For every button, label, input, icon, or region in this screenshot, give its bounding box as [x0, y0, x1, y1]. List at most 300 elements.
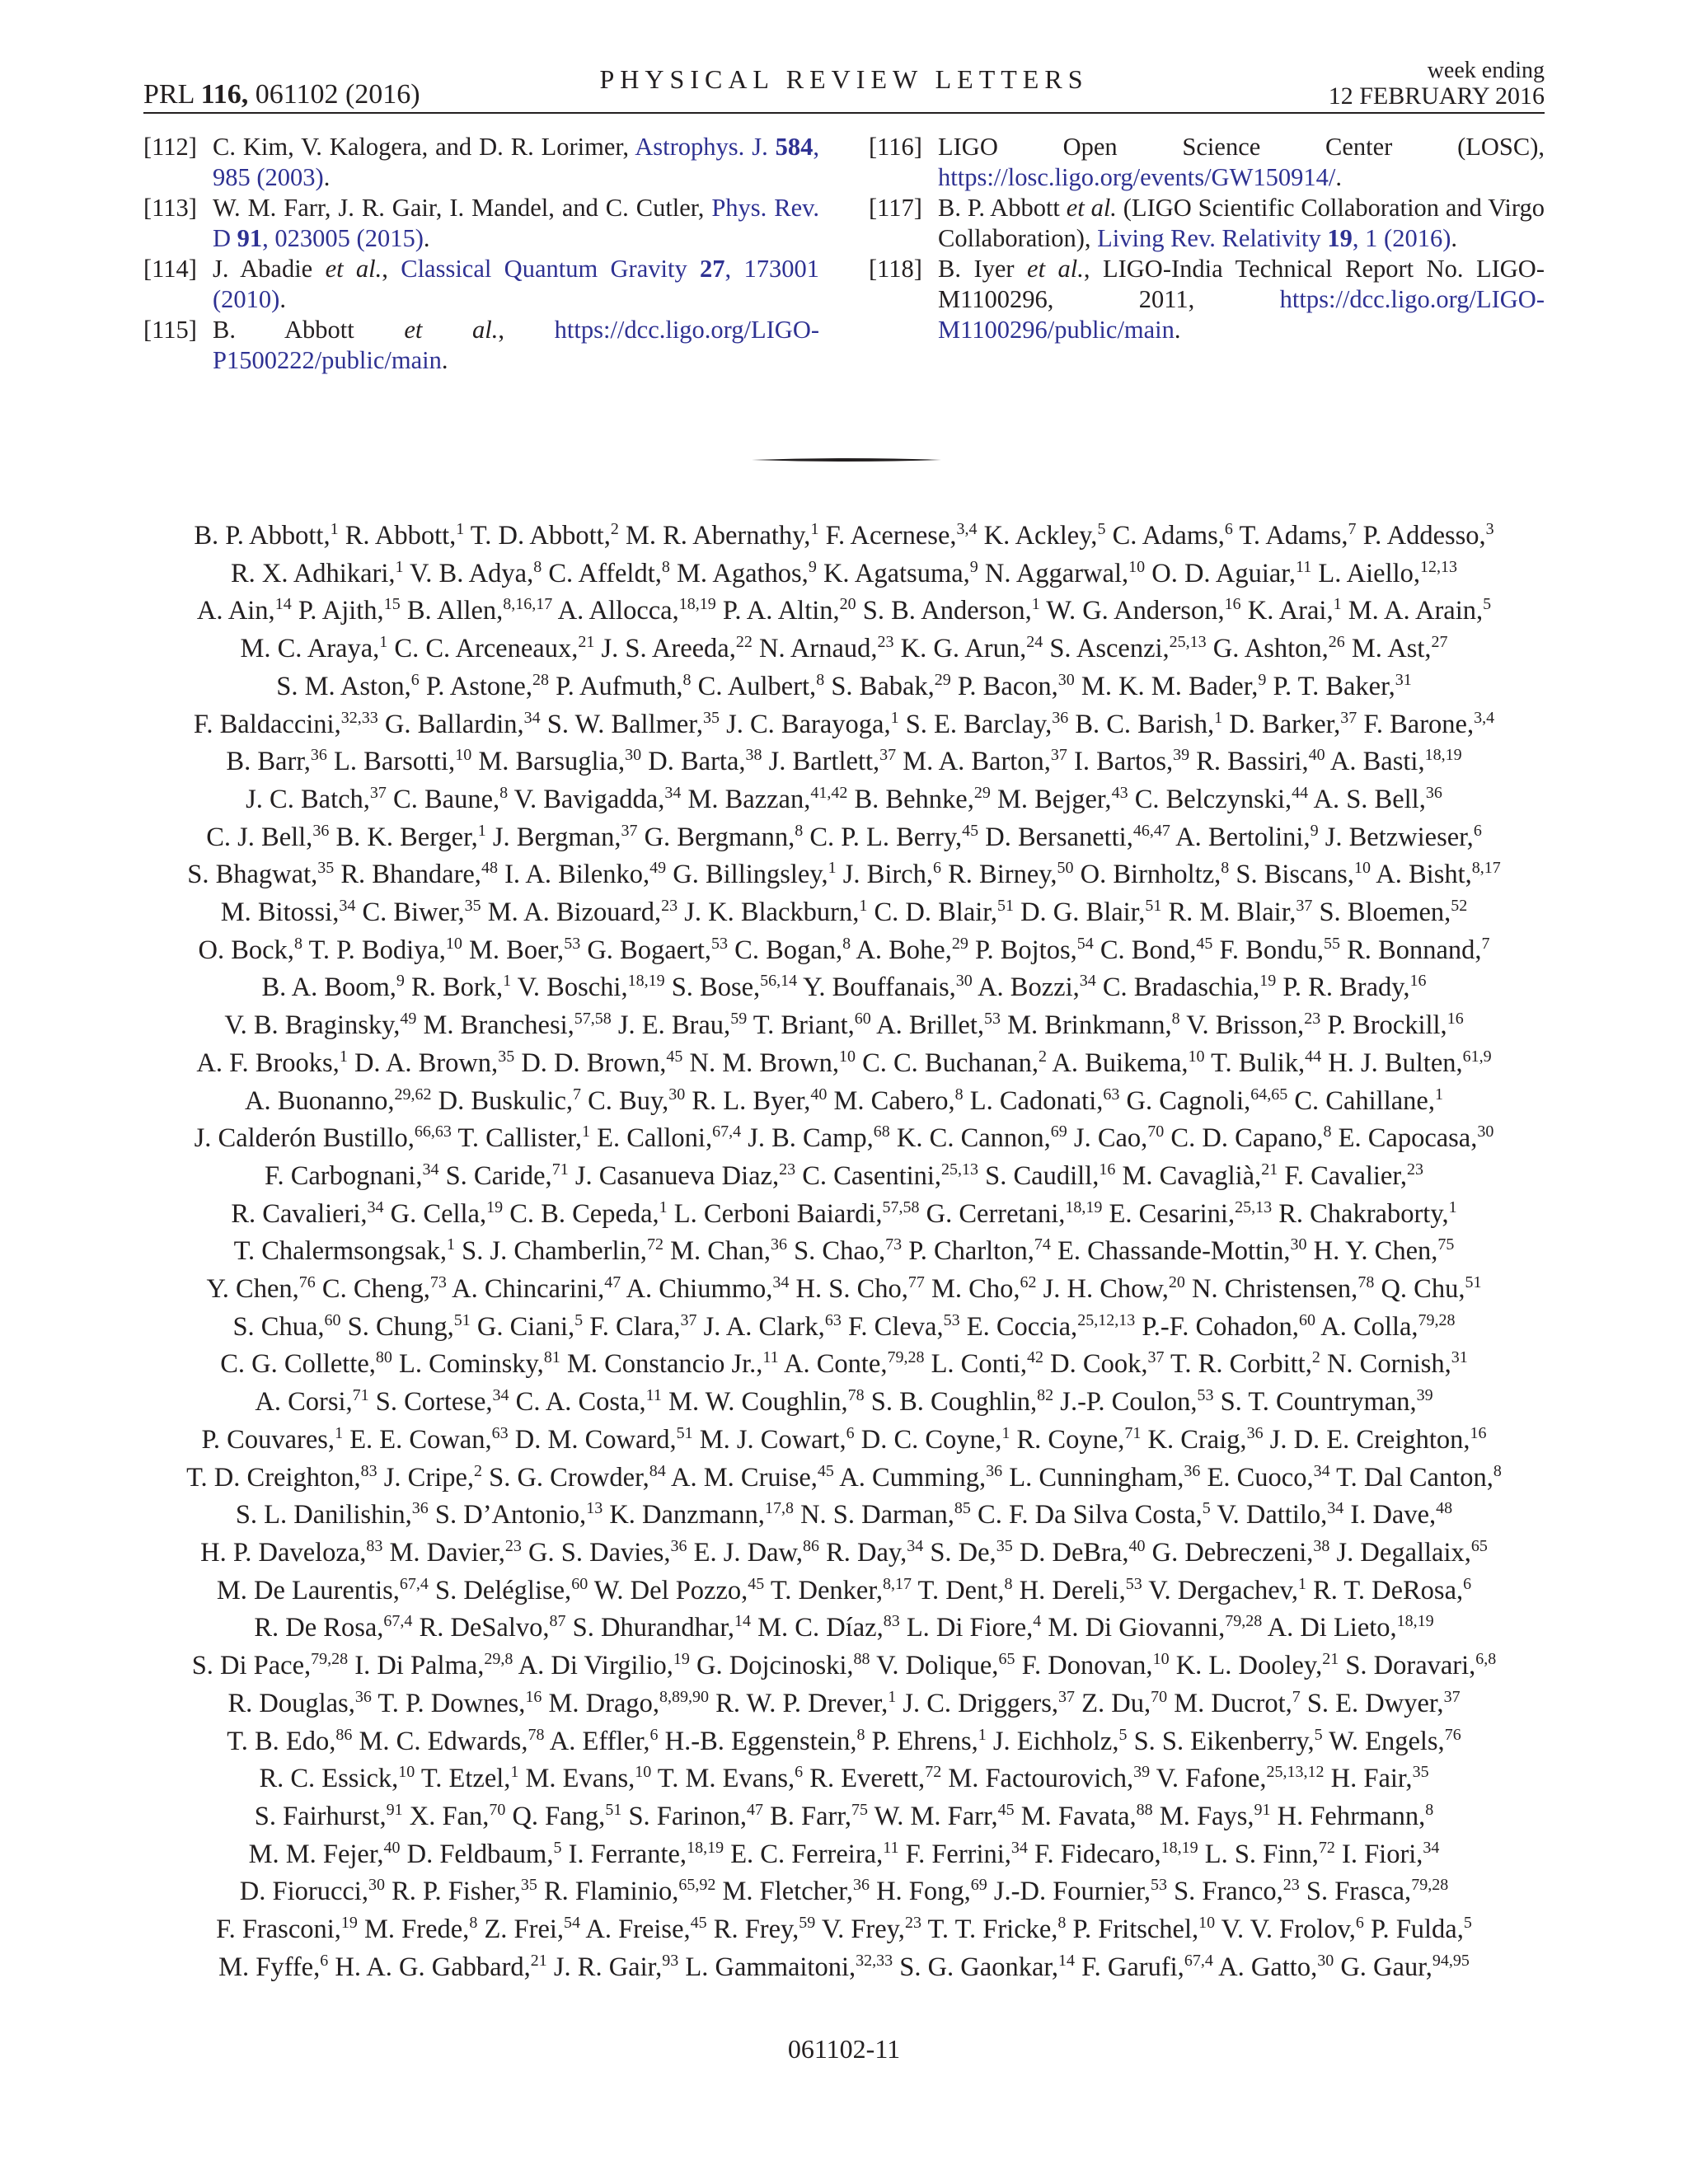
affiliation-index: 22: [735, 633, 753, 652]
affiliation-index: 1: [1333, 595, 1342, 614]
affiliation-index: 37: [1058, 1687, 1075, 1706]
affiliation-index: 38: [745, 746, 762, 765]
affiliation-index: 37: [1050, 746, 1067, 765]
affiliation-index: 50: [1057, 859, 1074, 878]
affiliation-index: 35: [996, 1536, 1013, 1555]
header-rule: [143, 112, 1545, 114]
affiliation-index: 79,28: [1418, 1310, 1456, 1329]
affiliation-index: 40: [383, 1838, 401, 1857]
affiliation-index: 6: [410, 670, 420, 689]
affiliation-index: 42: [1027, 1348, 1044, 1367]
affiliation-index: 63: [491, 1423, 509, 1442]
affiliation-index: 1: [395, 557, 404, 576]
affiliation-index: 45: [1196, 934, 1213, 953]
author-line: A. F. Brooks,$^1$ D. A. Brown,$^{35}$ D. D. Brown,$^{45}$ N. M. Brown,$^{10}$ C. C. Buchanan,$^2$ A. Buikema,$^{10}$ T. Bulik,$^{44}$ H. J. Bulten,$^{61,9}$: [196, 1047, 1492, 1078]
affiliation-index: 23: [779, 1160, 796, 1179]
affiliation-index: 19: [340, 1914, 358, 1933]
author-line: F. Carbognani,$^{34}$ S. Caride,$^{71}$ J. Casanueva Diaz,$^{23}$ C. Casentini,$^{25,13}$ S. Caudill,$^{16}$ M. Cavaglià,$^{21}$ F. Cavalier,$^{23}$: [264, 1160, 1424, 1191]
affiliation-index: 30: [955, 972, 973, 991]
affiliation-index: 5: [1483, 595, 1492, 614]
author-line: M. C. Araya,$^1$ C. C. Arceneaux,$^{21}$ J. S. Areeda,$^{22}$ N. Arnaud,$^{23}$ K. G. Arun,$^{24}$ S. Ascenzi,$^{25,13}$ G. Ashton,$^{26}$ M. Ast,$^{27}$: [240, 633, 1448, 664]
affiliation-index: 36: [354, 1687, 372, 1706]
affiliation-index: 35: [498, 1047, 515, 1066]
affiliation-index: 45: [997, 1800, 1015, 1819]
affiliation-index: 8: [1221, 859, 1230, 878]
affiliation-index: 20: [1168, 1273, 1185, 1292]
affiliation-index: 6: [846, 1423, 855, 1442]
affiliation-index: 9: [1310, 821, 1319, 840]
affiliation-index: 1: [1297, 1574, 1306, 1593]
affiliation-index: 21: [1322, 1650, 1339, 1669]
affiliation-index: 86: [335, 1725, 353, 1744]
affiliation-index: 1: [510, 1763, 519, 1782]
reference-link[interactable]: https://losc.ligo.org/events/GW150914/: [938, 163, 1336, 191]
affiliation-index: 28: [532, 670, 549, 689]
affiliation-index: 83: [366, 1536, 383, 1555]
et-al: et al.: [325, 255, 382, 283]
affiliation-index: 14: [274, 595, 292, 614]
affiliation-index: 10: [635, 1763, 652, 1782]
affiliation-index: 36: [1425, 783, 1442, 802]
reference-link[interactable]: Astrophys. J. 584, 985 (2003): [213, 133, 820, 191]
author-line: O. Bock,$^8$ T. P. Bodiya,$^{10}$ M. Boer,$^{53}$ G. Bogaert,$^{53}$ C. Bogan,$^8$ A. Bohe,$^{29}$ P. Bojtos,$^{54}$ C. Bond,$^{45}$ F. Bondu,$^{55}$ R. Bonnand,$^7$: [198, 934, 1490, 965]
affiliation-index: 47: [747, 1800, 763, 1819]
affiliation-index: 6,8: [1475, 1650, 1497, 1669]
affiliation-index: 37: [1296, 897, 1313, 916]
affiliation-index: 8: [1004, 1574, 1013, 1593]
affiliation-index: 30: [668, 1085, 686, 1104]
affiliation-index: 49: [400, 1010, 417, 1029]
affiliation-index: 86: [802, 1536, 819, 1555]
affiliation-index: 79,28: [887, 1348, 925, 1367]
affiliation-index: 11: [883, 1838, 899, 1857]
affiliation-index: 8: [682, 670, 692, 689]
affiliation-index: 5: [553, 1838, 562, 1857]
affiliation-index: 54: [564, 1914, 581, 1933]
author-line: C. G. Collette,$^{80}$ L. Cominsky,$^{81}$ M. Constancio Jr.,$^{11}$ A. Conte,$^{79,28}$ L. Conti,$^{42}$ D. Cook,$^{37}$ T. R. Corbitt,$^2$ N. Cornish,$^{31}$: [220, 1348, 1468, 1380]
affiliation-index: 29: [934, 670, 951, 689]
affiliation-index: 65,92: [678, 1876, 716, 1895]
affiliation-index: 48: [1436, 1499, 1453, 1518]
affiliation-index: 24: [1026, 633, 1043, 652]
affiliation-index: 30: [368, 1876, 385, 1895]
affiliation-index: 79,28: [311, 1650, 349, 1669]
author-line: B. A. Boom,$^9$ R. Bork,$^1$ V. Boschi,$^{18,19}$ S. Bose,$^{56,14}$ Y. Bouffanais,$^{30}$ A. Bozzi,$^{34}$ C. Bradaschia,$^{19}$ P. R. Brady,$^{16}$: [261, 972, 1427, 1003]
author-list: [143, 518, 1545, 1986]
affiliation-index: 76: [298, 1273, 316, 1292]
affiliation-index: 34: [1313, 1461, 1330, 1480]
affiliation-index: 34: [339, 897, 356, 916]
affiliation-index: 56,14: [760, 972, 798, 991]
affiliation-index: 72: [925, 1763, 942, 1782]
affiliation-index: 16: [1224, 595, 1241, 614]
affiliation-index: 34: [907, 1536, 924, 1555]
issue-date: week ending 12 FEBRUARY 2016: [1328, 58, 1545, 110]
affiliation-index: 30: [1057, 670, 1075, 689]
affiliation-index: 37: [1147, 1348, 1165, 1367]
author-line: M. De Laurentis,$^{67,4}$ S. Deléglise,$^{60}$ W. Del Pozzo,$^{45}$ T. Denker,$^{8,17}$ T. Dent,$^8$ H. Dereli,$^{53}$ V. Dergachev,$^1$ R. T. DeRosa,$^6$: [216, 1574, 1472, 1605]
affiliation-index: 6: [932, 859, 941, 878]
affiliation-index: 43: [1111, 783, 1128, 802]
affiliation-index: 1: [1031, 595, 1040, 614]
affiliation-index: 10: [838, 1047, 856, 1066]
reference-link[interactable]: Phys. Rev. D 91, 023005 (2015): [213, 194, 819, 252]
affiliation-index: 53: [1150, 1876, 1167, 1895]
author-line: S. Chua,$^{60}$ S. Chung,$^{51}$ G. Ciani,$^5$ F. Clara,$^{37}$ J. A. Clark,$^{63}$ F. Cleva,$^{53}$ E. Coccia,$^{25,12,13}$ P.-F. Cohadon,$^{60}$ A. Colla,$^{79,28}$: [232, 1310, 1456, 1342]
author-line: R. X. Adhikari,$^1$ V. B. Adya,$^8$ C. Affeldt,$^8$ M. Agathos,$^9$ K. Agatsuma,$^9$ N. Aggarwal,$^{10}$ O. D. Aguiar,$^{11}$ L. Aiello,$^{12,13}$: [230, 557, 1458, 588]
affiliation-index: 84: [649, 1461, 666, 1480]
author-line: D. Fiorucci,$^{30}$ R. P. Fisher,$^{35}$ R. Flaminio,$^{65,92}$ M. Fletcher,$^{36}$ H. Fong,$^{69}$ J.-D. Fournier,$^{53}$ S. Franco,$^{23}$ S. Frasca,$^{79,28}$: [239, 1876, 1449, 1907]
affiliation-index: 5: [1097, 520, 1106, 538]
author-line: V. B. Braginsky,$^{49}$ M. Branchesi,$^{57,58}$ J. E. Brau,$^{59}$ T. Briant,$^{60}$ A. Brillet,$^{53}$ M. Brinkmann,$^8$ V. Brisson,$^{23}$ P. Brockill,$^{16}$: [224, 1010, 1464, 1041]
affiliation-index: 53: [1125, 1574, 1142, 1593]
affiliation-index: 66,63: [414, 1122, 452, 1141]
affiliation-index: 8: [1425, 1800, 1434, 1819]
author-line: R. C. Essick,$^{10}$ T. Etzel,$^1$ M. Evans,$^{10}$ T. M. Evans,$^6$ R. Everett,$^{72}$ M. Factourovich,$^{39}$ V. Fafone,$^{25,13,12}$ H. Fair,$^{35}$: [259, 1763, 1429, 1794]
affiliation-index: 19: [673, 1650, 690, 1669]
affiliation-index: 54: [1076, 934, 1094, 953]
affiliation-index: 76: [1444, 1725, 1461, 1744]
affiliation-index: 5: [1118, 1725, 1128, 1744]
affiliation-index: 39: [1133, 1763, 1151, 1782]
reference-entry: [117] B. P. Abbott et al. (LIGO Scientific Collaboration and Virgo Collaboration), Living Rev. Relativity 19, 1 (2016).: [869, 194, 1545, 252]
author-line: S. M. Aston,$^6$ P. Astone,$^{28}$ P. Aufmuth,$^8$ C. Aulbert,$^8$ S. Babak,$^{29}$ P. Bacon,$^{30}$ M. K. M. Bader,$^9$ P. T. Baker,$^{31}$: [276, 670, 1412, 701]
affiliation-index: 30: [1317, 1951, 1334, 1970]
affiliation-index: 3,4: [1474, 708, 1495, 727]
affiliation-index: 1: [859, 897, 868, 916]
author-line: T. D. Creighton,$^{83}$ J. Cripe,$^2$ S. G. Crowder,$^{84}$ A. M. Cruise,$^{45}$ A. Cumming,$^{36}$ L. Cunningham,$^{36}$ E. Cuoco,$^{34}$ T. Dal Canton,$^8$: [186, 1461, 1502, 1493]
reference-link[interactable]: Living Rev. Relativity 19, 1 (2016): [1097, 224, 1451, 252]
affiliation-index: 30: [1477, 1122, 1494, 1141]
affiliation-index: 16: [1409, 972, 1427, 991]
affiliation-index: 34: [664, 783, 682, 802]
affiliation-index: 36: [852, 1876, 870, 1895]
affiliation-index: 1: [1448, 1197, 1457, 1216]
reference-entry: [116] LIGO Open Science Center (LOSC), https://losc.ligo.org/events/GW150914/.: [869, 133, 1545, 191]
affiliation-index: 14: [734, 1612, 752, 1631]
affiliation-index: 6: [1355, 1914, 1364, 1933]
affiliation-index: 23: [1304, 1010, 1321, 1029]
affiliation-index: 25,13: [1235, 1197, 1273, 1216]
affiliation-index: 26: [1328, 633, 1345, 652]
affiliation-index: 5: [1314, 1725, 1323, 1744]
affiliation-index: 15: [383, 595, 401, 614]
author-line: Y. Chen,$^{76}$ C. Cheng,$^{73}$ A. Chincarini,$^{47}$ A. Chiummo,$^{34}$ H. S. Cho,$^{77}$ M. Cho,$^{62}$ J. H. Chow,$^{20}$ N. Christensen,$^{78}$ Q. Chu,$^{51}$: [206, 1273, 1482, 1305]
affiliation-index: 35: [464, 897, 481, 916]
affiliation-index: 29,8: [484, 1650, 513, 1669]
author-line: S. Bhagwat,$^{35}$ R. Bhandare,$^{48}$ I. A. Bilenko,$^{49}$ G. Billingsley,$^1$ J. Birch,$^6$ R. Birney,$^{50}$ O. Birnholtz,$^8$ S. Biscans,$^{10}$ A. Bisht,$^{8,17}$: [187, 859, 1501, 890]
affiliation-index: 19: [486, 1197, 504, 1216]
author-line: T. Chalermsongsak,$^1$ S. J. Chamberlin,$^{72}$ M. Chan,$^{36}$ S. Chao,$^{73}$ P. Charlton,$^{74}$ E. Chassande-Mottin,$^{30}$ H. Y. Chen,$^{75}$: [233, 1235, 1455, 1267]
affiliation-index: 51: [1145, 897, 1162, 916]
author-line: A. Corsi,$^{71}$ S. Cortese,$^{34}$ C. A. Costa,$^{11}$ M. W. Coughlin,$^{78}$ S. B. Coughlin,$^{82}$ J.-P. Coulon,$^{53}$ S. T. Countryman,$^{39}$: [255, 1386, 1433, 1418]
affiliation-index: 21: [1261, 1160, 1278, 1179]
author-line: J. C. Batch,$^{37}$ C. Baune,$^8$ V. Bavigadda,$^{34}$ M. Bazzan,$^{41,42}$ B. Behnke,$^{29}$ M. Bejger,$^{43}$ C. Belczynski,$^{44}$ A. S. Bell,$^{36}$: [246, 783, 1442, 814]
affiliation-index: 37: [879, 746, 897, 765]
affiliation-index: 68: [873, 1122, 890, 1141]
affiliation-index: 12,13: [1420, 557, 1458, 576]
affiliation-index: 1: [456, 520, 465, 538]
affiliation-index: 71: [352, 1386, 369, 1405]
affiliation-index: 55: [1323, 934, 1340, 953]
affiliation-index: 6: [649, 1725, 659, 1744]
author-line: A. Ain,$^{14}$ P. Ajith,$^{15}$ B. Allen,$^{8,16,17}$ A. Allocca,$^{18,19}$ P. A. Altin,$^{20}$ S. B. Anderson,$^1$ W. G. Anderson,$^{16}$ K. Arai,$^1$ M. A. Arain,$^5$: [196, 595, 1492, 626]
reference-entry: [118] B. Iyer et al., LIGO-India Technical Report No. LIGO-M1100296, 2011, https://dcc.ligo.org/LIGO-M1100296/public/main.: [869, 255, 1545, 344]
affiliation-index: 1: [890, 708, 899, 727]
reference-link[interactable]: Classical Quantum Gravity 27, 173001 (2010): [213, 255, 820, 313]
reference-entry: [113] W. M. Farr, J. R. Gair, I. Mandel, and C. Cutler, Phys. Rev. D 91, 023005 (2015).: [143, 194, 819, 252]
affiliation-index: 34: [492, 1386, 509, 1405]
affiliation-index: 37: [369, 783, 387, 802]
affiliation-index: 45: [817, 1461, 834, 1480]
affiliation-index: 23: [661, 897, 678, 916]
affiliation-index: 72: [646, 1235, 663, 1254]
affiliation-index: 11: [1295, 557, 1312, 576]
affiliation-index: 37: [1340, 708, 1357, 727]
affiliation-index: 34: [422, 1160, 439, 1179]
affiliation-index: 11: [645, 1386, 662, 1405]
affiliation-index: 81: [543, 1348, 560, 1367]
affiliation-index: 20: [839, 595, 856, 614]
page-number: 061102-11: [787, 2034, 901, 2064]
author-line: S. Fairhurst,$^{91}$ X. Fan,$^{70}$ Q. Fang,$^{51}$ S. Farinon,$^{47}$ B. Farr,$^{75}$ W. M. Farr,$^{45}$ M. Favata,$^{88}$ M. Fays,$^{91}$ H. Fehrmann,$^8$: [254, 1800, 1434, 1831]
affiliation-index: 59: [799, 1914, 816, 1933]
affiliation-index: 8,89,90: [659, 1687, 710, 1706]
reference-link[interactable]: https://dcc.ligo.org/LIGO-P1500222/public/main: [213, 316, 820, 374]
affiliation-index: 70: [1147, 1122, 1165, 1141]
affiliation-index: 70: [489, 1800, 506, 1819]
affiliation-index: 34: [772, 1273, 790, 1292]
affiliation-index: 6: [1224, 520, 1233, 538]
affiliation-index: 32,33: [856, 1951, 893, 1970]
affiliation-index: 1: [1001, 1423, 1010, 1442]
affiliation-index: 53: [564, 934, 581, 953]
affiliation-index: 78: [847, 1386, 865, 1405]
affiliation-index: 44: [1305, 1047, 1322, 1066]
affiliation-index: 40: [810, 1085, 828, 1104]
affiliation-index: 10: [1188, 1047, 1205, 1066]
affiliation-index: 40: [1308, 746, 1325, 765]
affiliation-index: 7: [1292, 1687, 1301, 1706]
affiliation-index: 60: [854, 1010, 871, 1029]
affiliation-index: 72: [1318, 1838, 1335, 1857]
affiliation-index: 1: [888, 1687, 897, 1706]
references-right-column: [869, 132, 1545, 345]
affiliation-index: 18,19: [687, 1838, 724, 1857]
affiliation-index: 67,4: [712, 1122, 742, 1141]
affiliation-index: 35: [520, 1876, 537, 1895]
affiliation-index: 75: [851, 1800, 869, 1819]
reference-number: [114]: [143, 255, 197, 283]
affiliation-index: 88: [853, 1650, 870, 1669]
affiliation-index: 59: [730, 1010, 748, 1029]
affiliation-index: 34: [367, 1197, 384, 1216]
author-line: S. L. Danilishin,$^{36}$ S. D’Antonio,$^{13}$ K. Danzmann,$^{17,8}$ N. S. Darman,$^{85}$ C. F. Da Silva Costa,$^5$ V. Dattilo,$^{34}$ I. Dave,$^{48}$: [235, 1499, 1453, 1530]
affiliation-index: 8: [533, 557, 542, 576]
affiliation-index: 53: [943, 1310, 960, 1329]
affiliation-index: 6: [795, 1763, 804, 1782]
affiliation-index: 8: [1057, 1914, 1067, 1933]
affiliation-index: 67,4: [383, 1612, 413, 1631]
affiliation-index: 16: [1447, 1010, 1464, 1029]
affiliation-index: 34: [1423, 1838, 1440, 1857]
affiliation-index: 73: [885, 1235, 903, 1254]
affiliation-index: 64,65: [1250, 1085, 1288, 1104]
reference-link[interactable]: https://dcc.ligo.org/LIGO-M1100296/public/main: [938, 285, 1545, 344]
page-header: [143, 58, 1545, 112]
affiliation-index: 8: [1171, 1010, 1180, 1029]
affiliation-index: 1: [978, 1725, 987, 1744]
affiliation-index: 23: [504, 1536, 522, 1555]
affiliation-index: 53: [984, 1010, 1001, 1029]
affiliation-index: 60: [324, 1310, 341, 1329]
affiliation-index: 34: [1327, 1499, 1344, 1518]
affiliation-index: 69: [970, 1876, 987, 1895]
affiliation-index: 93: [662, 1951, 679, 1970]
affiliation-index: 10: [1198, 1914, 1216, 1933]
affiliation-index: 91: [1254, 1800, 1271, 1819]
affiliation-index: 25,13,12: [1266, 1763, 1325, 1782]
affiliation-index: 34: [1010, 1838, 1028, 1857]
affiliation-index: 16: [1470, 1423, 1487, 1442]
affiliation-index: 23: [1407, 1160, 1424, 1179]
affiliation-index: 1: [477, 821, 486, 840]
affiliation-index: 45: [962, 821, 979, 840]
affiliation-index: 6: [1473, 821, 1482, 840]
affiliation-index: 39: [1173, 746, 1190, 765]
affiliation-index: 77: [907, 1273, 925, 1292]
journal-title: PHYSICAL REVIEW LETTERS: [599, 64, 1089, 94]
author-line: B. Barr,$^{36}$ L. Barsotti,$^{10}$ M. Barsuglia,$^{30}$ D. Barta,$^{38}$ J. Bartlett,$^{37}$ M. A. Barton,$^{37}$ I. Bartos,$^{39}$ R. Bassiri,$^{40}$ A. Basti,$^{18,19}$: [226, 746, 1462, 777]
affiliation-index: 1: [503, 972, 512, 991]
affiliation-index: 48: [481, 859, 498, 878]
affiliation-index: 36: [1052, 708, 1069, 727]
affiliation-index: 18,19: [1396, 1612, 1434, 1631]
author-line: R. Douglas,$^{36}$ T. P. Downes,$^{16}$ M. Drago,$^{8,89,90}$ R. W. P. Drever,$^1$ J. C. Driggers,$^{37}$ Z. Du,$^{70}$ M. Ducrot,$^7$ S. E. Dwyer,$^{37}$: [227, 1687, 1461, 1718]
affiliation-index: 7: [1481, 934, 1490, 953]
affiliation-index: 71: [1124, 1423, 1142, 1442]
affiliation-index: 36: [770, 1235, 787, 1254]
affiliation-index: 44: [1292, 783, 1309, 802]
affiliation-index: 9: [396, 972, 405, 991]
affiliation-index: 21: [578, 633, 595, 652]
affiliation-index: 2: [610, 520, 619, 538]
reference-entry: [114] J. Abadie et al., Classical Quantum Gravity 27, 173001 (2010).: [143, 255, 820, 313]
affiliation-index: 8,17: [1471, 859, 1501, 878]
affiliation-index: 57,58: [574, 1010, 612, 1029]
author-line: B. P. Abbott,$^1$ R. Abbott,$^1$ T. D. Abbott,$^2$ M. R. Abernathy,$^1$ F. Acernese,$^{3,4}$ K. Ackley,$^5$ C. Adams,$^6$ T. Adams,$^7$ P. Addesso,$^3$: [194, 520, 1494, 551]
affiliation-index: 38: [1313, 1536, 1330, 1555]
affiliation-index: 51: [1465, 1273, 1482, 1292]
affiliation-index: 1: [335, 1423, 344, 1442]
affiliation-index: 88: [1136, 1800, 1153, 1819]
author-line: M. Bitossi,$^{34}$ C. Biwer,$^{35}$ M. A. Bizouard,$^{23}$ J. K. Blackburn,$^1$ C. D. Blair,$^{51}$ D. G. Blair,$^{51}$ R. M. Blair,$^{37}$ S. Bloemen,$^{52}$: [220, 897, 1468, 928]
reference-number: [116]: [869, 133, 922, 161]
et-al: et al.: [1066, 194, 1117, 222]
affiliation-index: 1: [810, 520, 819, 538]
affiliation-index: 61,9: [1462, 1047, 1492, 1066]
author-line: A. Buonanno,$^{29,62}$ D. Buskulic,$^7$ C. Buy,$^{30}$ R. L. Byer,$^{40}$ M. Cabero,$^8$ L. Cadonati,$^{63}$ G. Cagnoli,$^{64,65}$ C. Cahillane,$^1$: [245, 1085, 1443, 1116]
affiliation-index: 39: [1416, 1386, 1433, 1405]
affiliation-index: 8,16,17: [503, 595, 553, 614]
affiliation-index: 18,19: [1065, 1197, 1103, 1216]
affiliation-index: 8: [954, 1085, 964, 1104]
affiliation-index: 11: [762, 1348, 779, 1367]
affiliation-index: 32,33: [340, 708, 378, 727]
affiliation-index: 37: [680, 1310, 697, 1329]
affiliation-index: 78: [1357, 1273, 1375, 1292]
reference-number: [113]: [143, 194, 197, 222]
affiliation-index: 37: [621, 821, 638, 840]
affiliation-index: 27: [1431, 633, 1448, 652]
affiliation-index: 8: [842, 934, 851, 953]
affiliation-index: 1: [1434, 1085, 1443, 1104]
affiliation-index: 23: [904, 1914, 921, 1933]
affiliation-index: 7: [1348, 520, 1357, 538]
affiliation-index: 36: [310, 746, 327, 765]
reference-number: [115]: [143, 316, 197, 344]
author-line: F. Frasconi,$^{19}$ M. Frede,$^8$ Z. Frei,$^{54}$ A. Freise,$^{45}$ R. Frey,$^{59}$ V. Frey,$^{23}$ T. T. Fricke,$^8$ P. Fritschel,$^{10}$ V. V. Frolov,$^6$ P. Fulda,$^5$: [216, 1914, 1472, 1945]
affiliation-index: 45: [748, 1574, 765, 1593]
affiliation-index: 1: [330, 520, 339, 538]
affiliation-index: 30: [625, 746, 642, 765]
affiliation-index: 14: [1058, 1951, 1076, 1970]
affiliation-index: 36: [1184, 1461, 1201, 1480]
affiliation-index: 3: [1485, 520, 1494, 538]
affiliation-index: 8: [469, 1914, 478, 1933]
affiliation-index: 16: [1099, 1160, 1116, 1179]
affiliation-index: 18,19: [627, 972, 665, 991]
affiliation-index: 13: [586, 1499, 603, 1518]
affiliation-index: 37: [1443, 1687, 1461, 1706]
affiliation-index: 25,13: [941, 1160, 979, 1179]
affiliation-index: 23: [1282, 1876, 1300, 1895]
affiliation-index: 10: [455, 746, 472, 765]
affiliation-index: 36: [986, 1461, 1003, 1480]
affiliation-index: 45: [666, 1047, 683, 1066]
affiliation-index: 9: [1258, 670, 1267, 689]
affiliation-index: 75: [1437, 1235, 1455, 1254]
affiliation-index: 10: [445, 934, 462, 953]
affiliation-index: 25,12,13: [1077, 1310, 1136, 1329]
affiliation-index: 79,28: [1225, 1612, 1263, 1631]
affiliation-index: 36: [312, 821, 330, 840]
affiliation-index: 6: [320, 1951, 329, 1970]
reference-number: [117]: [869, 194, 922, 222]
author-line: S. Di Pace,$^{79,28}$ I. Di Palma,$^{29,8}$ A. Di Virgilio,$^{19}$ G. Dojcinoski,$^{88}$ V. Dolique,$^{65}$ F. Donovan,$^{10}$ K. L. Dooley,$^{21}$ S. Doravari,$^{6,8}$: [191, 1650, 1497, 1681]
affiliation-index: 45: [690, 1914, 707, 1933]
journal-citation: PRL 116, 061102 (2016): [143, 79, 420, 110]
affiliation-index: 8: [1493, 1461, 1502, 1480]
affiliation-index: 29: [951, 934, 968, 953]
affiliation-index: 10: [398, 1763, 415, 1782]
affiliation-index: 49: [649, 859, 667, 878]
affiliation-index: 8,17: [882, 1574, 912, 1593]
references-left-column: [143, 132, 819, 376]
affiliation-index: 18,19: [678, 595, 716, 614]
affiliation-index: 83: [360, 1461, 377, 1480]
affiliation-index: 74: [1034, 1235, 1051, 1254]
et-al: et al.: [404, 316, 499, 344]
affiliation-index: 60: [571, 1574, 588, 1593]
reference-entry: [115] B. Abbott et al., https://dcc.ligo.org/LIGO-P1500222/public/main.: [143, 316, 820, 374]
affiliation-index: 2: [474, 1461, 482, 1480]
affiliation-index: 8: [816, 670, 825, 689]
affiliation-index: 51: [996, 897, 1014, 916]
affiliation-index: 1: [379, 633, 388, 652]
affiliation-index: 3,4: [956, 520, 978, 538]
affiliation-index: 69: [1050, 1122, 1067, 1141]
